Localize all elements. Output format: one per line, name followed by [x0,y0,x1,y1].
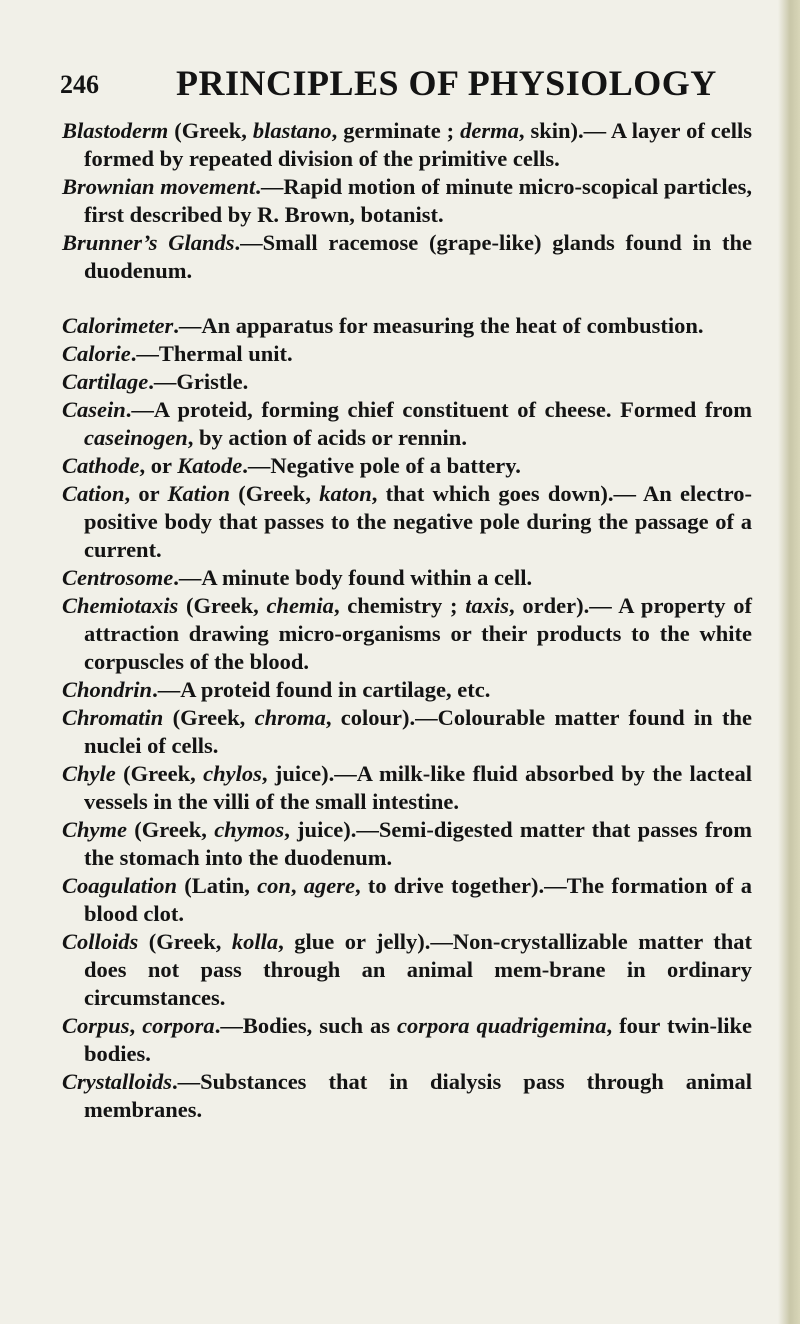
italic-word: chymos [214,817,285,842]
definition-text: .—A proteid found in cartilage, etc. [152,677,491,702]
glossary-entry [62,229,752,285]
glossary-entry [62,816,752,872]
definition-text: .—A proteid, forming chief constituent of cheese. Formed from [125,397,752,422]
definition-text: (Greek, [115,761,204,786]
glossary-term: Chemiotaxis [62,593,179,618]
definition-text: (Greek, [127,817,215,842]
page-header [60,62,750,106]
italic-word: chroma [254,705,326,730]
glossary-entry [62,452,752,480]
glossary-term: Casein [62,397,126,422]
definition-text: , chemistry ; [333,593,466,618]
italic-word: corpora quadrigemina [397,1013,607,1038]
italic-word: Kation [167,481,231,506]
italic-word: chemia [266,593,334,618]
glossary-term: Corpus [62,1013,130,1038]
glossary-term: Cartilage [62,369,149,394]
glossary-entry [62,1068,752,1124]
glossary-term: Blastoderm [62,118,169,143]
glossary-entry [62,173,752,229]
definition-text: , order).— A property of attraction drawing micro-organisms or their products to the white corpuscles of the blood. [84,593,752,674]
definition-text: , juice).—Semi-digested matter that passes from the stomach into the duodenum. [84,817,753,870]
definition-text: .—Negative pole of a battery. [242,453,521,478]
definition-text: , four twin-like bodies. [84,1013,753,1066]
definition-text: , by action of acids or rennin. [187,425,467,450]
glossary-entry [62,928,752,1012]
glossary-entry [62,480,752,564]
definition-text: .—Rapid motion of minute micro-scopical particles, first described by R. Brown, botanist. [84,174,753,227]
definition-text: , that which goes down).— An electro-positive body that passes to the negative pole during the passage of a current. [84,481,753,562]
definition-text: , or [139,453,178,478]
italic-word: chylos [203,761,262,786]
glossary-term: Chondrin [62,677,153,702]
definition-text: (Greek, [178,593,267,618]
definition-text: .—An apparatus for measuring the heat of combustion. [173,313,704,338]
definition-text: .—Bodies, such as [214,1013,397,1038]
glossary-term: Calorie [62,341,131,366]
running-head: PRINCIPLES OF PHYSIOLOGY [176,63,717,103]
definition-text: , to drive together).—The formation of a blood clot. [84,873,752,926]
glossary-entry [62,704,752,760]
glossary-entry [62,340,752,368]
italic-word: Katode [177,453,243,478]
italic-word: derma [460,118,519,143]
glossary-term: Chyle [62,761,116,786]
glossary-term: Chyme [62,817,127,842]
italic-word: taxis [465,593,509,618]
italic-word: blastano [252,118,332,143]
glossary-entry [62,368,752,396]
definition-text: (Latin, [177,873,258,898]
glossary-term: Chromatin [62,705,164,730]
definition-text: , skin).— A layer of cells formed by repeated division of the primitive cells. [84,118,753,171]
glossary-entry [62,592,752,676]
definition-text: , [129,1013,143,1038]
glossary-entry [62,1012,752,1068]
glossary-list [62,117,752,1124]
italic-word: corpora [142,1013,215,1038]
glossary-entry [62,396,752,452]
definition-text: .—Substances that in dialysis pass through animal membranes. [84,1069,752,1122]
italic-word: con [257,873,291,898]
glossary-term: Calorimeter [62,313,174,338]
italic-word: caseinogen [84,425,188,450]
definition-text: , colour).—Colourable matter found in the nuclei of cells. [84,705,752,758]
italic-word: kolla [231,929,279,954]
definition-text: .—Gristle. [148,369,249,394]
definition-text: .—A minute body found within a cell. [173,565,533,590]
italic-word: agere [303,873,355,898]
definition-text: , glue or jelly).—Non-crystallizable matter that does not pass through an animal mem-brane in ordinary circumstances. [84,929,753,1010]
definition-text: (Greek, [138,929,232,954]
glossary-term: Brownian movement [62,174,256,199]
italic-word: katon [319,481,372,506]
definition-text: .—Thermal unit. [130,341,293,366]
glossary-term: Crystalloids [62,1069,173,1094]
glossary-entry [62,872,752,928]
glossary-term: Cation [62,481,125,506]
page-edge-shadow [778,0,800,1324]
glossary-term: Cathode [62,453,140,478]
definition-text: , [290,873,304,898]
definition-text: , or [124,481,168,506]
page-number: 246 [60,70,99,99]
glossary-term: Centrosome [62,565,174,590]
glossary-entry [62,760,752,816]
glossary-entry [62,117,752,173]
glossary-term: Brunner’s Glands [62,230,235,255]
glossary-term: Colloids [62,929,139,954]
glossary-entry [62,676,752,704]
definition-text: , germinate ; [331,118,461,143]
definition-text: (Greek, [230,481,320,506]
glossary-entry [62,312,752,340]
glossary-entry [62,564,752,592]
definition-text: , juice).—A milk-like fluid absorbed by the lacteal vessels in the villi of the small intestine. [84,761,753,814]
glossary-term: Coagulation [62,873,178,898]
definition-text: (Greek, [163,705,255,730]
definition-text: .—Small racemose (grape-like) glands found in the duodenum. [84,230,752,283]
definition-text: (Greek, [168,118,253,143]
